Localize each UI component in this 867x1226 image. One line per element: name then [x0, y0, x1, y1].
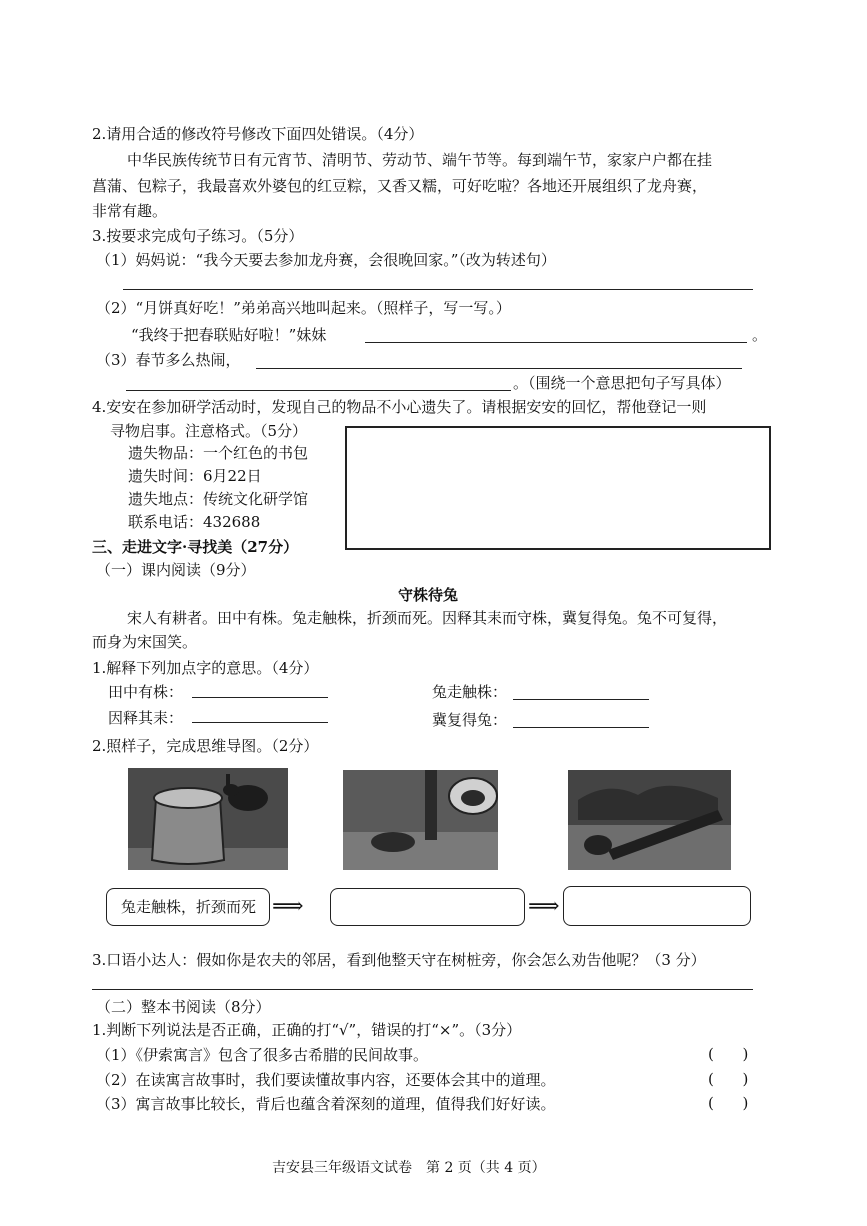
question-2-paragraph-line-2: 菖蒲、包粽子，我最喜欢外婆包的红豆粽，又香又糯，可好吃啦？各地还开展组织了龙舟赛，: [92, 177, 708, 195]
picture-rabbit-hits-stump: [128, 768, 288, 870]
section-3-title: 三、走进文字·寻找美（27分）: [92, 538, 299, 556]
answer-line[interactable]: [256, 368, 742, 369]
mindmap-arrow-2: ⟹: [528, 894, 560, 919]
answer-line[interactable]: [192, 697, 328, 698]
reading-q1-title: 1.解释下列加点字的意思。（4分）: [92, 659, 319, 677]
sentence-1: （1）妈妈说：“我今天要去参加龙舟赛，会很晚回家。”（改为转述句）: [96, 251, 556, 269]
mindmap-box-2[interactable]: [330, 888, 525, 926]
story-line-1: 宋人有耕者。田中有株。兔走触株，折颈而死。因释其耒而守株，冀复得兔。兔不可复得，: [127, 609, 728, 627]
section-3-sub1: （一）课内阅读（9分）: [96, 561, 256, 579]
answer-line[interactable]: [365, 342, 747, 343]
answer-line[interactable]: [123, 289, 753, 290]
mindmap-box-3[interactable]: [563, 886, 751, 926]
word-b: 兔走触株：: [432, 683, 508, 701]
sentence-3-end: 。（围绕一个意思把句子写具体）: [513, 374, 731, 392]
word-c: 因释其耒：: [108, 709, 184, 727]
mindmap-box-1-text: 兔走触株，折颈而死: [121, 898, 257, 916]
answer-line[interactable]: [192, 722, 328, 723]
judge-statement-2: （2）在读寓言故事时，我们要读懂故事内容，还要体会其中的道理。: [96, 1071, 556, 1089]
judge-question-title: 1.判断下列说法是否正确，正确的打“√”，错误的打“×”。（3分）: [92, 1021, 522, 1039]
sentence-2: （2）“月饼真好吃！”弟弟高兴地叫起来。（照样子，写一写。）: [96, 299, 511, 317]
word-a: 田中有株：: [108, 683, 184, 701]
lost-place: 遗失地点：传统文化研学馆: [128, 490, 309, 508]
mindmap-arrow-1: ⟹: [272, 894, 304, 919]
sentence-2-example-end: 。: [752, 326, 768, 344]
word-d: 冀复得兔：: [432, 711, 508, 729]
lost-time: 遗失时间：6月22日: [128, 467, 262, 485]
judge-statement-3: （3）寓言故事比较长，背后也蕴含着深刻的道理，值得我们好好读。: [96, 1095, 556, 1113]
picture-farmer-finds-rabbit: [343, 770, 498, 870]
question-2-paragraph-line-1: 中华民族传统节日有元宵节、清明节、劳动节、端午节等。每到端午节，家家户户都在挂: [127, 151, 713, 169]
judge-statement-1: （1）《伊索寓言》包含了很多古希腊的民间故事。: [96, 1046, 429, 1064]
story-title: 守株待兔: [398, 586, 459, 604]
picture-farmer-waits-at-stump: [568, 770, 731, 870]
judge-answer-3[interactable]: ( ): [708, 1094, 749, 1112]
question-3-title: 3.按要求完成句子练习。（5分）: [92, 227, 304, 245]
story-line-2: 而身为宋国笑。: [92, 633, 198, 651]
reading-q3-title: 3.口语小达人：假如你是农夫的邻居，看到他整天守在树桩旁，你会怎么劝告他呢？（3 分）: [92, 951, 706, 969]
sentence-3-start: （3）春节多么热闹，: [96, 351, 241, 369]
answer-line[interactable]: [126, 390, 511, 391]
mindmap-box-1: [106, 888, 270, 926]
contact-phone: 联系电话：432688: [128, 513, 261, 531]
reading-q2-title: 2.照样子，完成思维导图。（2分）: [92, 737, 319, 755]
page-footer: 吉安县三年级语文试卷 第 2 页（共 4 页）: [272, 1160, 546, 1176]
answer-line[interactable]: [513, 699, 649, 700]
answer-line[interactable]: [513, 727, 649, 728]
judge-answer-1[interactable]: ( ): [708, 1045, 749, 1063]
question-4-title: 4.安安在参加研学活动时，发现自己的物品不小心遗失了。请根据安安的回忆，帮他登记一则: [92, 398, 707, 416]
notice-answer-box[interactable]: [345, 426, 771, 550]
question-2-title: 2.请用合适的修改符号修改下面四处错误。（4分）: [92, 125, 424, 143]
question-4-title-cont: 寻物启事。注意格式。（5分）: [110, 422, 308, 440]
lost-item: 遗失物品：一个红色的书包: [128, 444, 309, 462]
judge-answer-2[interactable]: ( ): [708, 1070, 749, 1088]
sentence-2-example-start: “我终于把春联贴好啦！”妹妹: [131, 326, 327, 344]
answer-line[interactable]: [92, 989, 753, 990]
question-2-paragraph-line-3: 非常有趣。: [92, 202, 168, 220]
section-3-sub2: （二）整本书阅读（8分）: [96, 998, 271, 1016]
